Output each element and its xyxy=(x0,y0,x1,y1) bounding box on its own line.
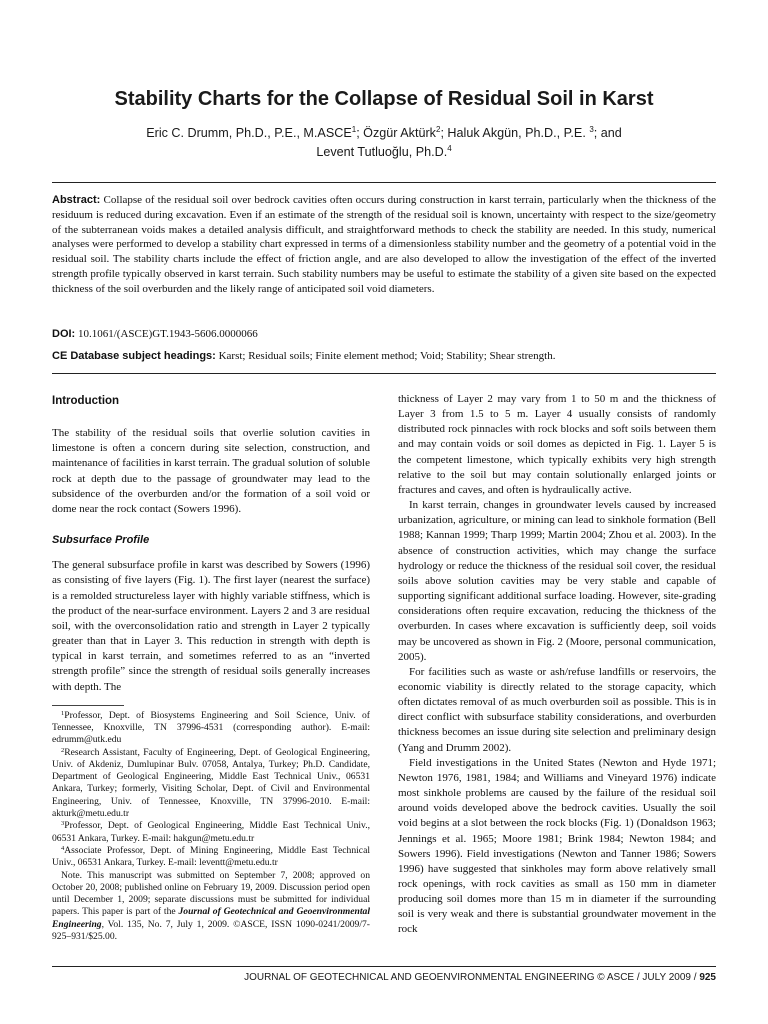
intro-paragraph: The stability of the residual soils that overlie solution cavities in limestone is often a concern during site selection, construction, and maintenance of facilities in karst terrain. The gradual solution of soluble rock at depth due to the passage of groundwater may lead to the subsidence of the overburden and/or the formation of a soil void or dome near the rock contact (Sowers 1996). xyxy=(52,427,370,515)
section-heading-introduction: Introduction xyxy=(52,395,120,407)
left-column xyxy=(52,392,370,943)
footnote-4: $^4$Associate Professor, Dept. of Mining Engineering, Middle East Technical Univ., 06531 Ankara, Turkey. E-mail: leventt@metu.edu.tr xyxy=(52,844,370,869)
subject-headings-value: Karst; Residual soils; Finite element method; Void; Stability; Shear strength. xyxy=(218,350,556,362)
subject-headings-label: CE Database subject headings: xyxy=(52,350,216,362)
paper-title: Stability Charts for the Collapse of Residual Soil in Karst xyxy=(114,88,654,110)
subsection-heading-subsurface-profile: Subsurface Profile xyxy=(52,534,150,547)
journal-name: Journal of Geotechnical and Geoenvironmental Engineering xyxy=(52,906,370,930)
doi xyxy=(52,328,716,340)
subject-headings xyxy=(52,350,716,362)
header-divider xyxy=(52,182,716,183)
author-line-1: Eric C. Drumm, Ph.D., P.E., M.ASCE$^1$; Özgür Aktürk$^2$; Haluk Akgün, Ph.D., P.E. $^3$; and xyxy=(146,125,622,140)
footer-journal-text: JOURNAL OF GEOTECHNICAL AND GEOENVIRONMENTAL ENGINEERING © ASCE / JULY 2009 / xyxy=(244,972,700,983)
right-paragraph-4: Field investigations in the United States (Newton and Hyde 1971; Newton 1976, 1981, 1984; and Williams and Vineyard 1976) indicate most sinkhole problems are caused by the failure of the residual soil around voids developed above the bedrock cavities. Usually the soil void begins at a slot between the rock blocks (Fig. 1) (Donaldson 1963; Jennings et al. 1965; Moore 1981; Brink 1984; Newton 1984; and Sowers 1996). Field investigations (Newton and Tanner 1986; Sowers 1996) have suggested that sinkholes may form above relatively small rock openings, with rock cavities as small as 150 mm in diameter producing soil domes more than 15 m in diameter if the surrounding soil is very weak and there is substantial groundwater movement in the rock xyxy=(398,756,716,936)
footnotes xyxy=(52,710,370,944)
abstract-divider xyxy=(52,373,716,374)
footnote-1: $^1$Professor, Dept. of Biosystems Engineering and Soil Science, Univ. of Tennessee, Knoxville, TN 37996-4531 (corresponding author). E-mail: edrumm@utk.edu xyxy=(52,709,370,746)
doi-value[interactable]: 10.1061/(ASCE)GT.1943-5606.0000066 xyxy=(77,328,258,340)
right-paragraph-1: thickness of Layer 2 may vary from 1 to 50 m and the thickness of Layer 3 from 1.5 to 5 m. Layer 4 usually consists of randomly distributed rock pinnacles with rock blocks and soft soils between them and may contain voids or soil domes as depicted in Fig. 1. Layer 5 is the competent limestone, which typically exhibits very high strength relative to the soil but may contain solutionally enlarged joints or fractures and caves, and often is hydraulically active. xyxy=(398,393,716,496)
footnote-2: $^2$Research Assistant, Faculty of Engineering, Dept. of Geological Engineering, Univ. of Akdeniz, Dumlupinar Bulv. 07058, Antalya, Turkey; Ph.D. Candidate, Department of Geological Engineering, Middle East Technical Univ., 06531 Ankara, Turkey; formerly, Visiting Scholar, Dept. of Civil and Environmental Engineering, Univ. of Tennessee, Knoxville, TN 37996-2010. E-mail: akturk@metu.edu.tr xyxy=(52,746,370,820)
footnote-3: $^3$Professor, Dept. of Geological Engineering, Middle East Technical Univ., 06531 Ankara, Turkey. E-mail: hakgun@metu.edu.tr xyxy=(52,820,370,844)
subsurface-paragraph: The general subsurface profile in karst was described by Sowers (1996) as consisting of five layers (Fig. 1). The first layer (nearest the surface) is a remolded structureless layer with highly variable stiffness, which is the product of the near-surface environment. Layers 2 and 3 are residual soil, with the overconsolidation ratio and strength in Layer 2 typically greater than that in Layer 3. This reduction in strength with depth is typical in karst terrain, and sometimes referred to as an “inverted strength profile” since the strength of residual soils generally increases with depth. The xyxy=(52,559,370,693)
right-paragraph-3: For facilities such as waste or ash/refuse landfills or reservoirs, the economic viability is directly related to the storage capacity, which often dictates removal of as much overburden soil as possible. This is in direct conflict with subsurface stability considerations, and overburden thickness becomes an issue during site selection and preliminary design (Yang and Drumm 2002). xyxy=(398,665,716,754)
submission-note: Note. This manuscript was submitted on September 7, 2008; approved on October 20, 2008; published online on February 19, 2009. Discussion period open until December 1, 2009; separate discussions must be submitted for individual papers. This paper is part of the Journal of Geotechnical and Geoenvironmental Engineering, Vol. 135, No. 7, July 1, 2009. ©ASCE, ISSN 1090-0241/2009/7-925–931/$25.00. xyxy=(52,869,370,942)
abstract-text: Collapse of the residual soil over bedrock cavities often occurs during construction in karst terrain, particularly when the thickness of the residuum is reduced during excavation. Even if an estimate of the strength of the residual soil is known, uncertainty with respect to the size/geometry of the subterranean voids makes a detailed analysis difficult, and straightforward methods to check the stability are needed. In this study, numerical analyses were performed to develop a stability chart expressed in terms of a dimensionless stability number and the geometry of a potential void in the residual soil. The stability charts include the effect of friction angle, and are also developed to allow the investigation of the effect of the inverted strength profile typically observed in karst terrain. Such stability numbers may be useful to estimate the stability of a given site based on the expected thickness of the soil overburden and the likely range of anticipated soil void diameters. xyxy=(52,194,717,295)
right-paragraph-2: In karst terrain, changes in groundwater levels caused by increased urbanization, agriculture, or mining can lead to sinkhole formation (Bell 1988; Kannan 1999; Tharp 1999; Martin 2004; Zhou et al. 2003). In the absence of construction activities, which may change the surface hydrology or reduce the thickness of the residual soil cover, the residual soils above solution cavities may be very stable and capable of supporting significant additional surface loading. However, site-grading considerations often require excavation, reducing the thickness of the overburden. In cases where excavation is sufficiently deep, soil voids may be uncovered as shown in Fig. 2 (Moore, personal communication, 2005). xyxy=(398,499,716,663)
doi-label: DOI: xyxy=(52,328,76,340)
running-footer xyxy=(244,972,716,983)
author-line-2: Levent Tutluoğlu, Ph.D.$^4$ xyxy=(316,144,452,159)
abstract-label: Abstract: xyxy=(52,194,101,206)
abstract xyxy=(52,193,716,297)
author-list xyxy=(60,124,708,162)
page-number: 925 xyxy=(699,972,716,983)
footnote-divider xyxy=(52,705,124,706)
footer-divider xyxy=(52,966,716,967)
right-column xyxy=(398,392,716,938)
